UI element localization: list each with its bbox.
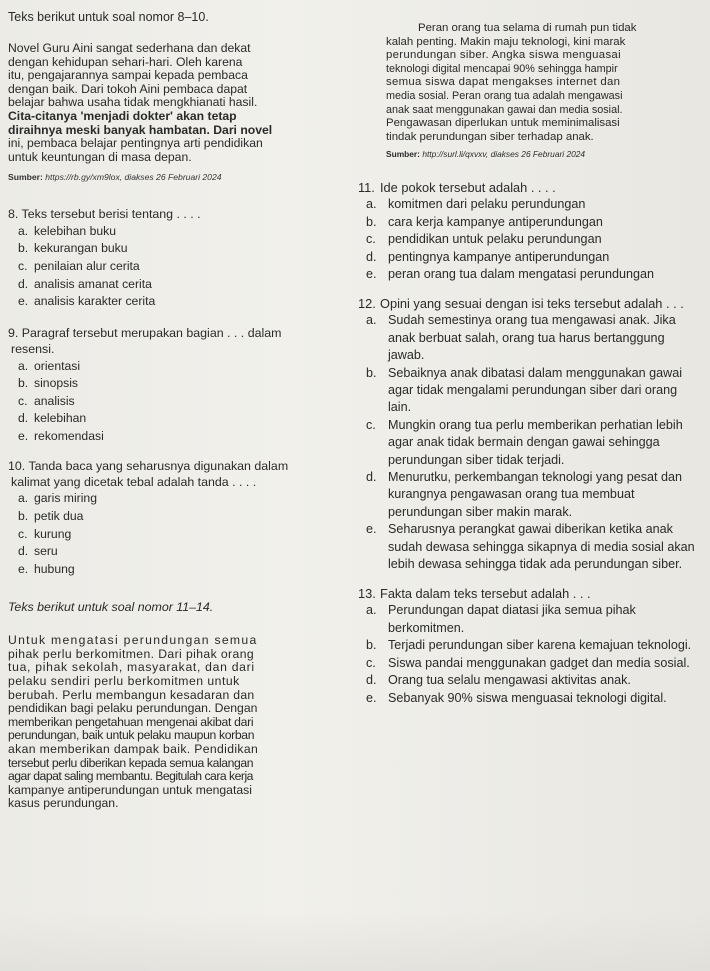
passage-line: kalah penting. Makin maju teknologi, kini marak <box>386 35 626 48</box>
question-stem: 9. Paragraf tersebut merupakan bagian . . . dalam <box>8 325 282 340</box>
question-stem: 10. Tanda baca yang seharusnya digunakan dalam <box>8 458 289 473</box>
option-text: hubung <box>34 561 75 576</box>
option-text: garis miring <box>34 491 97 506</box>
passage-bold-line: Cita-citanya 'menjadi dokter' akan tetap <box>8 108 237 123</box>
passage-line: Novel Guru Aini sangat sederhana dan dekat <box>8 41 251 55</box>
passage-line: kasus perundungan. <box>8 796 119 811</box>
passage-bold-line: diraihnya meski banyak hambatan. Dari novel <box>8 122 273 137</box>
option-letter: e. <box>366 266 377 281</box>
option-letter: b. <box>366 365 377 380</box>
passage-line: untuk keuntungan di masa depan. <box>8 149 192 164</box>
answer-option[interactable] <box>358 365 703 417</box>
answer-option[interactable] <box>358 196 703 213</box>
answer-option[interactable] <box>358 231 703 248</box>
source-label: Sumber: <box>386 149 420 160</box>
option-text: Sudah semestinya orang tua mengawasi anak. Jika anak berbuat salah, orang tua harus bertanggung jawab. <box>388 313 676 363</box>
passage-line: Peran orang tua selama di rumah pun tidak <box>418 22 637 34</box>
source-url: http://surl.li/qxvxv, diakses 26 Februari 2024 <box>422 149 586 160</box>
option-letter: c. <box>366 417 376 432</box>
answer-option[interactable] <box>358 214 703 231</box>
option-text: Mungkin orang tua perlu memberikan perhatian lebih agar anak tidak bermain dengan gawai sehingga perundungan siber tidak terjadi. <box>388 417 683 467</box>
option-text: penilaian alur cerita <box>34 258 140 273</box>
passage-line: belajar bahwa usaha tidak mengkhianati hasil. <box>8 95 258 110</box>
option-letter: c. <box>366 655 376 670</box>
passage-line: agar dapat saling membantu. Begitulah cara kerja <box>8 769 253 784</box>
answer-option[interactable] <box>358 417 703 469</box>
passage-peran-orang-tua <box>358 22 703 144</box>
question-stem: Opini yang sesuai dengan isi teks tersebut adalah . . . <box>380 296 684 312</box>
option-text: Menurutku, perkembangan teknologi yang pesat dan kurangnya pengawasan orang tua membuat perundungan siber makin marak. <box>388 470 683 519</box>
answer-option[interactable] <box>8 375 348 393</box>
question-number: 12. <box>358 296 376 312</box>
passage-line: kampanye antiperundungan untuk mengatasi <box>8 782 252 797</box>
question-11 <box>358 179 703 283</box>
source-label: Sumber: <box>8 172 43 183</box>
answer-option[interactable] <box>8 428 348 446</box>
answer-option[interactable] <box>358 690 703 707</box>
option-letter: a. <box>18 491 29 506</box>
page-shadow <box>0 911 710 971</box>
option-text: analisis karakter cerita <box>34 294 156 309</box>
passage-line: memberikan pengetahuan mengenai akibat dari <box>8 714 254 729</box>
answer-option[interactable] <box>8 358 348 376</box>
option-letter: a. <box>366 313 377 328</box>
question-13 <box>358 585 703 706</box>
answer-option[interactable] <box>8 293 348 311</box>
answer-option[interactable] <box>8 276 348 294</box>
option-text: pentingnya kampanye antiperundungan <box>388 249 610 264</box>
option-letter: c. <box>18 526 28 541</box>
question-stem: 8. Teks tersebut berisi tentang . . . . <box>8 207 201 222</box>
answer-option[interactable] <box>8 526 348 544</box>
option-letter: d. <box>366 673 377 688</box>
option-text: rekomendasi <box>34 428 104 443</box>
passage-line: pelaku sendiri perlu berkomitmen untuk <box>8 674 240 689</box>
option-letter: b. <box>18 241 29 256</box>
question-stem: Fakta dalam teks tersebut adalah . . . <box>380 586 591 602</box>
answer-option[interactable] <box>8 223 348 241</box>
passage-line: tindak perundungan siber terhadap anak. <box>386 130 594 143</box>
option-letter: e. <box>18 294 29 309</box>
answer-option[interactable] <box>8 410 348 428</box>
option-text: kurung <box>34 526 72 541</box>
passage-line: dengan kehidupan sehari-hari. Oleh karena <box>8 54 243 69</box>
answer-option[interactable] <box>8 258 348 276</box>
option-text: Orang tua selalu mengawasi aktivitas anak. <box>388 673 631 688</box>
option-letter: b. <box>366 638 377 653</box>
option-text: komitmen dari pelaku perundungan <box>388 197 586 212</box>
option-text: Perundungan dapat diatasi jika semua pihak berkomitmen. <box>388 603 636 635</box>
option-text: cara kerja kampanye antiperundungan <box>388 214 603 229</box>
passage-line: teknologi digital mencapai 90% sehingga hampir <box>386 62 618 75</box>
option-letter: a. <box>366 603 377 618</box>
option-letter: e. <box>18 561 29 576</box>
answer-option[interactable] <box>8 508 348 526</box>
passage-line: perundungan siber. Angka siswa menguasai <box>386 49 621 62</box>
option-text: Seharusnya perangkat gawai diberikan ketika anak sudah dewasa sehingga sikapnya di media sosial akan lebih dewasa sehingga tidak ada perundungan siber. <box>388 522 695 572</box>
option-letter: d. <box>18 411 29 426</box>
answer-option[interactable] <box>358 312 703 364</box>
answer-option[interactable] <box>358 655 703 672</box>
source-url: https://rb.gy/xm9lox, diakses 26 Februari 2024 <box>45 172 222 183</box>
passage-line: itu, pengajarannya sampai kepada pembaca <box>8 68 248 83</box>
option-letter: e. <box>366 522 377 537</box>
answer-option[interactable] <box>358 266 703 283</box>
passage-line: Pengawasan diperlukan untuk meminimalisasi <box>386 117 620 130</box>
option-letter: d. <box>366 470 377 485</box>
answer-option[interactable] <box>8 561 348 579</box>
passage-heading-11-14: Teks berikut untuk soal nomor 11–14. <box>8 600 214 615</box>
option-text: Sebanyak 90% siswa menguasai teknologi digital. <box>388 690 667 705</box>
option-text: kekurangan buku <box>34 241 128 256</box>
option-letter: e. <box>18 428 29 443</box>
passage-guru-aini <box>8 42 348 164</box>
answer-option[interactable] <box>8 490 348 508</box>
option-letter: c. <box>18 393 28 408</box>
answer-option[interactable] <box>358 637 703 654</box>
passage-line: ini, pembaca belajar pentingnya arti pendidikan <box>8 136 263 151</box>
source-citation <box>358 149 703 159</box>
answer-option[interactable] <box>8 240 348 258</box>
option-letter: a. <box>18 223 29 238</box>
passage-line: pendidikan bagi pelaku perundungan. Dengan <box>8 701 258 716</box>
option-text: kelebihan <box>34 411 87 426</box>
option-text: sinopsis <box>34 376 79 391</box>
passage-line: berubah. Perlu membangun kesadaran dan <box>8 687 255 702</box>
right-column <box>358 10 703 707</box>
option-text: orientasi <box>34 358 81 373</box>
passage-line: akan memberikan dampak baik. Pendidikan <box>8 742 259 757</box>
passage-line: media sosial. Peran orang tua adalah mengawasi <box>386 89 623 102</box>
passage-line: tua, pihak sekolah, masyarakat, dan dari <box>8 660 255 675</box>
option-letter: b. <box>18 508 29 523</box>
question-number: 13. <box>358 586 376 602</box>
option-letter: e. <box>366 690 377 705</box>
option-letter: b. <box>366 214 377 229</box>
answer-option[interactable] <box>358 672 703 689</box>
option-text: analisis <box>34 393 75 408</box>
passage-heading-8-10: Teks berikut untuk soal nomor 8–10. <box>8 10 209 24</box>
passage-line: pihak perlu berkomitmen. Dari pihak orang <box>8 646 255 661</box>
option-letter: a. <box>366 197 377 212</box>
passage-line: Untuk mengatasi perundungan semua <box>8 633 258 648</box>
option-text: kelebihan buku <box>34 223 116 238</box>
passage-line: perundungan, baik untuk pelaku maupun korban <box>8 728 255 743</box>
passage-line: dengan baik. Dari tokoh Aini pembaca dapat <box>8 81 248 96</box>
passage-line: tersebut perlu diberikan kepada semua kalangan <box>8 755 254 770</box>
question-number: 11. <box>358 180 375 196</box>
question-12 <box>358 295 703 573</box>
question-stem-cont: resensi. <box>11 342 55 357</box>
option-letter: d. <box>18 276 29 291</box>
option-letter: d. <box>18 544 29 559</box>
option-text: pendidikan untuk pelaku perundungan <box>388 232 602 247</box>
left-column <box>8 10 348 811</box>
option-text: peran orang tua dalam mengatasi perundungan <box>388 266 655 281</box>
option-text: Siswa pandai menggunakan gadget dan media sosial. <box>388 655 690 670</box>
passage-line: semua siswa dapat mengakses internet dan <box>386 76 621 89</box>
answer-option[interactable] <box>358 602 703 637</box>
source-citation <box>8 172 348 182</box>
option-letter: c. <box>18 258 28 273</box>
option-letter: d. <box>366 249 377 264</box>
answer-option[interactable] <box>358 249 703 266</box>
option-letter: c. <box>366 232 376 247</box>
option-text: seru <box>34 544 58 559</box>
option-text: analisis amanat cerita <box>34 276 152 291</box>
passage-line: anak saat menggunakan gawai dan media sosial. <box>386 103 623 116</box>
option-letter: b. <box>18 376 29 391</box>
question-stem-cont: kalimat yang dicetak tebal adalah tanda . . . . <box>11 474 257 489</box>
question-9 <box>8 325 348 446</box>
answer-option[interactable] <box>358 521 703 573</box>
answer-option[interactable] <box>8 543 348 561</box>
option-text: Terjadi perundungan siber karena kemajuan teknologi. <box>388 638 692 653</box>
question-stem: Ide pokok tersebut adalah . . . . <box>380 180 556 196</box>
question-8 <box>8 206 348 310</box>
option-letter: a. <box>18 358 29 373</box>
passage-antiperundungan <box>8 634 348 811</box>
option-text: petik dua <box>34 508 84 523</box>
question-10 <box>8 458 348 579</box>
answer-option[interactable] <box>358 469 703 521</box>
option-text: Sebaiknya anak dibatasi dalam menggunakan gawai agar tidak mengalami perundungan siber dari orang lain. <box>388 365 683 415</box>
answer-option[interactable] <box>8 393 348 411</box>
